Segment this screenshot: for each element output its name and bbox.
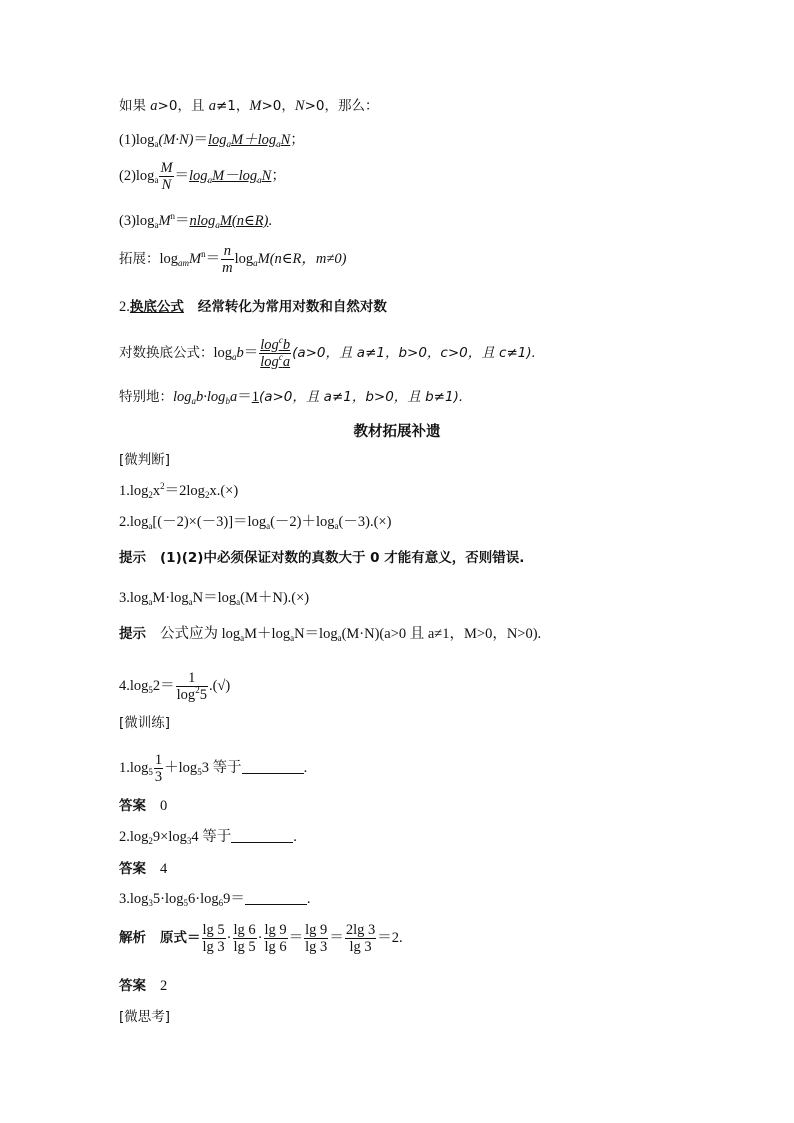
special-case: [119, 388, 463, 406]
rule-quotient: [119, 160, 286, 193]
change-base-fraction: [259, 337, 291, 370]
rule2-end: ；: [271, 167, 286, 184]
rule1-eq: ＝: [193, 132, 208, 148]
answer-value: 0: [160, 798, 168, 814]
hint-text: (1)(2)中必须保证对数的真数大于 0 才能有意义，否则错误.: [160, 550, 525, 566]
p3-text: $3.\log_35\cdot\log_56\cdot\log_69=$: [119, 891, 245, 908]
train-a3: [119, 977, 167, 995]
change-base-lhs-sub: a: [232, 351, 237, 362]
answer-label: 答案: [119, 978, 146, 994]
train-p2: $2.\log_29\times\log_34$ 等于 .: [119, 829, 297, 846]
extension-rest-sub: a: [253, 257, 258, 268]
analysis-text: 原式＝: [160, 929, 201, 946]
p1-den: 3: [154, 769, 163, 785]
rule-power: [119, 212, 272, 230]
answer-label: 答案: [119, 798, 146, 814]
train-a2: [119, 860, 167, 878]
fraction-2: [233, 922, 257, 955]
change-base-formula: [119, 337, 536, 370]
p1-rest: $+\log_53$ 等于: [164, 759, 242, 777]
q4-prefix: 4.log: [119, 677, 149, 694]
answer-label: 答案: [119, 861, 146, 877]
extension-label: 拓展：: [119, 250, 160, 267]
extension-den: m: [222, 260, 233, 276]
rule3-arg: M: [158, 213, 171, 229]
answer-blank[interactable]: [231, 829, 293, 843]
var-a: a: [150, 98, 158, 114]
analysis-result: ＝2.: [377, 929, 403, 946]
analysis-eq: ＝: [288, 929, 304, 946]
judge-hint1: [119, 549, 524, 567]
f3-num: lg 9: [264, 922, 287, 938]
f2-num: lg 6: [233, 922, 256, 938]
p1-sub: 5: [148, 766, 153, 777]
fraction-3: [264, 922, 288, 955]
extension-rest: M(n∈R，m≠0): [257, 250, 347, 267]
condition-text-2: ≠1，: [216, 98, 250, 114]
f5-num: 2lg 3: [345, 922, 376, 938]
hint-label: 提示: [119, 550, 146, 566]
f1-den: lg 3: [202, 939, 225, 955]
rule2-rhs: $\log_aM-\log_aN$: [189, 167, 272, 185]
rule1-prefix: (1)log: [119, 132, 155, 148]
rule3-sup: n: [170, 211, 176, 221]
section-title: 换底公式: [129, 299, 184, 315]
change-base-den: $\log^ca$: [260, 352, 291, 370]
judge-q3-text: $3.\log_aM\cdot\log_aN=\log_a(M+N).(\times)$: [119, 590, 310, 607]
analysis-eq: ＝: [329, 929, 344, 946]
answer-blank[interactable]: [245, 891, 307, 905]
q4-sub: 5: [148, 684, 153, 695]
extension-log: log: [159, 250, 179, 267]
answer-value: 4: [160, 861, 168, 877]
rule2-sub: a: [154, 174, 159, 185]
section-desc: 经常转化为常用对数和自然对数: [197, 299, 387, 315]
change-base-lhs: log: [213, 344, 233, 361]
q4-fraction: [176, 670, 208, 703]
fraction-1: [202, 922, 226, 955]
special-eq: ＝: [237, 389, 252, 405]
rule1-rhs: $\log_aM+\log_aN$: [207, 132, 291, 149]
hint-label: 提示: [119, 626, 146, 642]
special-expr: $\log_ab\cdot\log_ba$: [173, 389, 238, 406]
f3-den: lg 6: [264, 939, 287, 955]
condition-lead: 如果: [119, 98, 151, 114]
section-change-of-base: [119, 298, 387, 316]
f2-den: lg 5: [233, 939, 256, 955]
special-val: 1: [251, 389, 259, 405]
p1-fraction: [154, 752, 163, 785]
supplement-title: 教材拓展补遗: [353, 424, 441, 440]
f4-num: lg 9: [305, 922, 328, 938]
change-base-eq: ＝: [243, 344, 259, 361]
train-header: [微训练]: [119, 715, 171, 731]
rule2-eq: ＝: [174, 167, 190, 184]
judge-hint2: [119, 625, 541, 643]
judge-q3: [119, 589, 309, 607]
var-m: M: [249, 98, 262, 114]
rule2-prefix: (2)log: [119, 167, 155, 184]
special-label: 特别地：: [119, 389, 173, 405]
extension-sub: am: [178, 257, 190, 268]
judge-q2: [119, 513, 391, 531]
change-base-label: 对数换底公式：: [119, 344, 214, 361]
f4-den: lg 3: [305, 939, 328, 955]
rule3-eq: ＝: [175, 213, 190, 229]
rule3-prefix: (3)log: [119, 213, 155, 229]
extension-eq: ＝: [205, 250, 221, 267]
analysis-label: 解析: [119, 929, 146, 946]
train-a1: [119, 797, 167, 815]
change-base-num: $\log^cb$: [260, 335, 291, 353]
extension-sup: n: [201, 248, 206, 259]
fraction-4: [304, 922, 328, 955]
rule1-end: ；: [290, 132, 305, 148]
condition-text-4: >0，那么：: [304, 98, 379, 114]
answer-value: 2: [160, 978, 168, 994]
fraction-5: [345, 922, 376, 955]
var-a: a: [208, 98, 216, 114]
condition-text-1: >0，且: [157, 98, 209, 114]
judge-q4: [119, 670, 230, 703]
rule3-rhs: nlog$_a$M(n∈R): [189, 213, 269, 230]
answer-blank[interactable]: [242, 760, 304, 774]
think-header: [微思考]: [119, 1009, 171, 1025]
p1-prefix: 1.log: [119, 759, 149, 776]
train-p1: $1.\log_5$ $\frac{1}{3}$ $+\log_53$ 等于 .: [119, 752, 308, 785]
rule3-end: .: [268, 213, 273, 229]
f1-num: lg 5: [202, 922, 225, 938]
change-base-lhs-arg: b: [236, 344, 244, 361]
rule-product: [119, 131, 305, 149]
extension-line: [119, 243, 346, 276]
rule2-den: N: [161, 177, 172, 193]
condition-text-3: >0，: [261, 98, 295, 114]
judge-q1-text: $1.\log_2x^2=2\log_2x.(\times)$: [119, 481, 239, 500]
p2-text: $2.\log_29\times\log_34$ 等于: [119, 829, 232, 846]
rule3-sub: a: [154, 220, 159, 230]
hint-text: 公式应为 $\log_aM+\log_aN=\log_a(M\cdot N)(a>0$ 且 a≠1，M>0，N>0).: [160, 626, 542, 643]
extension-fraction: [221, 243, 233, 276]
condition-line: [119, 97, 378, 115]
rule1-arg: (M·N): [158, 132, 194, 148]
rule2-num: M: [160, 160, 173, 176]
var-n: N: [294, 98, 305, 114]
f5-den: lg 3: [349, 939, 372, 955]
rule1-sub: a: [154, 139, 159, 149]
extension-arg: M: [189, 250, 202, 267]
q4-end: .(√): [208, 677, 231, 694]
train-analysis: 解析 原式＝ $\frac{\lg 5}{\lg 3}$ · $\frac{\lg 6}{\lg 5}$ · $\frac{\lg 9}{\lg 6}$ ＝ $\frac{\lg 9}{\lg 3}$ ＝ $\frac{2\lg 3}{\lg 3}$ ＝2.: [119, 922, 403, 955]
special-cond: (a>0，且 a≠1，b>0，且 b≠1).: [258, 389, 464, 405]
judge-q2-text: $2.\log_a[(-2)\times(-3)]=\log_a(-2)+\log_a(-3).(\times)$: [119, 514, 392, 531]
judge-header: [微判断]: [119, 452, 171, 468]
rule2-fraction: [159, 160, 173, 193]
change-base-cond: (a>0，且 a≠1，b>0，c>0，且 c≠1).: [292, 344, 536, 361]
section-number: 2.: [119, 299, 130, 315]
p1-num: 1: [154, 752, 163, 768]
q4-arg: 2＝: [152, 677, 175, 694]
judge-q1: [119, 482, 238, 500]
train-p3: $3.\log_35\cdot\log_56\cdot\log_69=$ .: [119, 891, 311, 908]
extension-num: n: [223, 243, 231, 259]
extension-rest-log: log: [234, 250, 254, 267]
q4-num: 1: [176, 670, 208, 687]
q4-den: $\log^25$: [176, 685, 207, 703]
